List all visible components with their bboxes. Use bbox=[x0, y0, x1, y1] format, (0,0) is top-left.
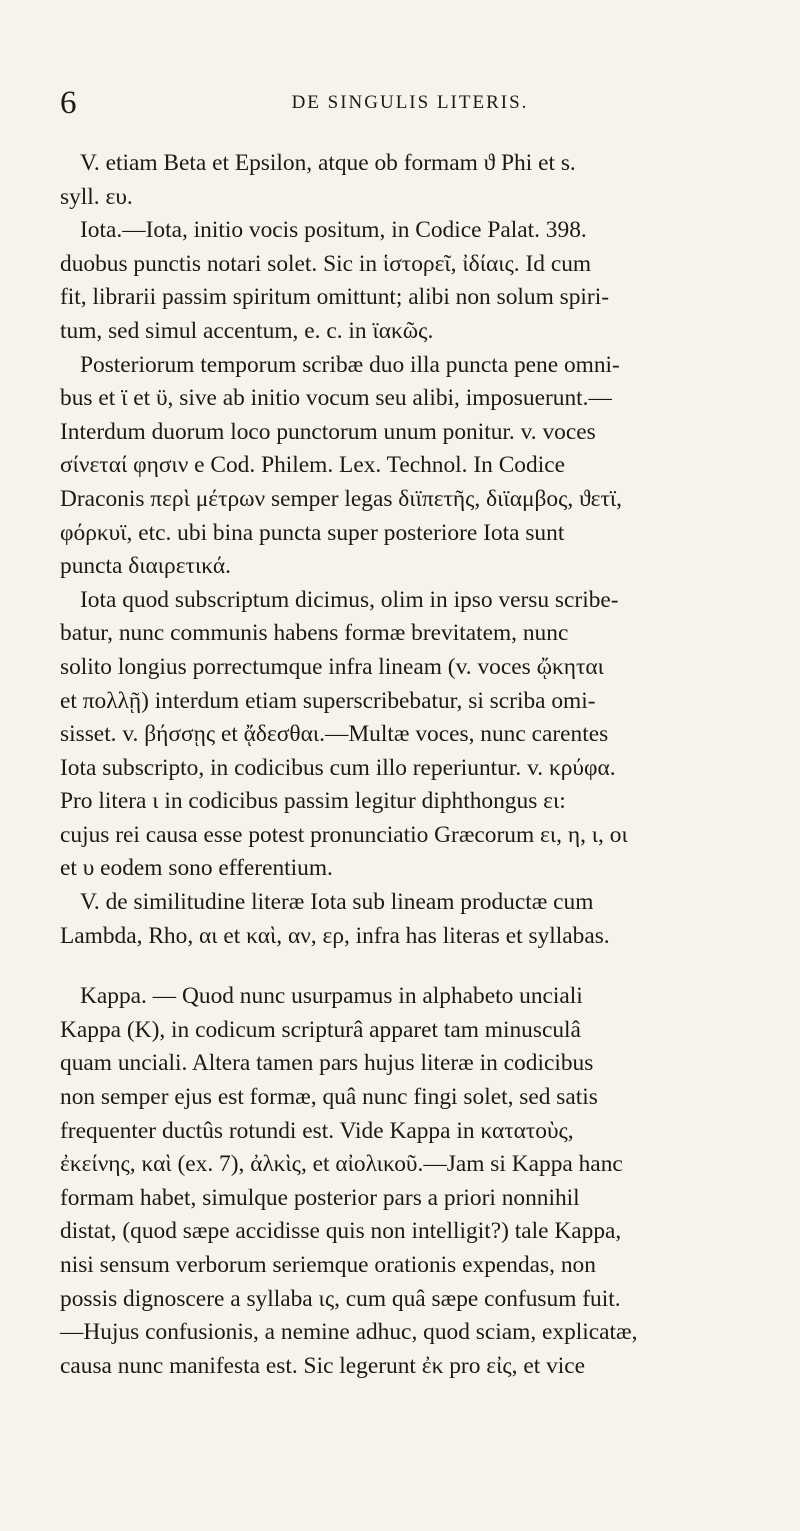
text-line: cujus rei causa esse potest pronunciatio Græcorum ει, η, ι, οι bbox=[60, 821, 628, 848]
text-line: et πολλῇ) interdum etiam superscribebatur, si scriba omi- bbox=[60, 687, 596, 714]
text-line: φόρκυϊ, etc. ubi bina puncta super posteriore Iota sunt bbox=[60, 519, 565, 546]
text-line: Kappa (K), in codicum scripturâ apparet tam minusculâ bbox=[60, 1016, 581, 1043]
body-text bbox=[60, 147, 772, 1383]
text-line: ἐκείνης, καὶ (ex. 7), ἀλκὶς, et αἰολικοῦ.—Jam si Kappa hanc bbox=[60, 1151, 623, 1178]
text-line: distat, (quod sæpe accidisse quis non intelligit?) tale Kappa, bbox=[60, 1218, 622, 1245]
text-line: causa nunc manifesta est. Sic legerunt ἐκ pro εἰς, et vice bbox=[60, 1352, 586, 1379]
text-line: fit, librarii passim spiritum omittunt; alibi non solum spiri- bbox=[60, 284, 610, 311]
text-line: batur, nunc communis habens formæ brevitatem, nunc bbox=[60, 620, 569, 647]
text-line: Iota quod subscriptum dicimus, olim in ipso versu scribe- bbox=[80, 586, 619, 613]
text-line: quam unciali. Altera tamen pars hujus literæ in codicibus bbox=[60, 1050, 594, 1077]
text-line: Draconis περὶ μέτρων semper legas διϊπετῆς, διϊαμβος, ϑετϊ, bbox=[60, 485, 623, 512]
text-line: sisset. v. βήσσῃς et ᾄδεσθαι.—Multæ voces, nunc carentes bbox=[60, 721, 609, 748]
paragraph bbox=[60, 147, 772, 214]
text-line: frequenter ductûs rotundi est. Vide Kappa in κατατοὺς, bbox=[60, 1117, 574, 1144]
text-line: solito longius porrectumque infra lineam (v. voces ᾤκηται bbox=[60, 653, 604, 680]
text-line: puncta διαιρετικά. bbox=[60, 553, 231, 580]
text-line: bus et ϊ et ϋ, sive ab initio vocum seu alibi, imposuerunt.— bbox=[60, 385, 612, 412]
text-line: non semper ejus est formæ, quâ nunc fingi solet, sed satis bbox=[60, 1084, 598, 1111]
text-line: tum, sed simul accentum, e. c. in ϊακῶς. bbox=[60, 317, 434, 344]
text-line: V. de similitudine literæ Iota sub lineam productæ cum bbox=[80, 889, 594, 916]
paragraph-gap bbox=[60, 953, 772, 980]
paragraph bbox=[60, 886, 772, 953]
text-line: nisi sensum verborum seriemque orationis expendas, non bbox=[60, 1252, 596, 1278]
paragraph bbox=[60, 214, 772, 348]
text-line: syll. ευ. bbox=[60, 183, 133, 210]
text-line: Pro litera ι in codicibus passim legitur diphthongus ει: bbox=[60, 788, 566, 815]
page-header bbox=[60, 86, 760, 120]
text-line: Kappa. — Quod nunc usurpamus in alphabeto unciali bbox=[80, 983, 583, 1010]
text-line: Posteriorum temporum scribæ duo illa puncta pene omni- bbox=[80, 351, 620, 378]
running-title: DE SINGULIS LITERIS. bbox=[291, 92, 529, 113]
paragraph bbox=[60, 584, 772, 886]
text-line: Iota subscripto, in codicibus cum illo reperiuntur. v. κρύφα. bbox=[60, 754, 616, 781]
paragraph bbox=[60, 980, 772, 1383]
text-line: formam habet, simulque posterior pars a priori nonnihil bbox=[60, 1184, 580, 1211]
text-line: Interdum duorum loco punctorum unum ponitur. v. voces bbox=[60, 418, 596, 445]
text-line: Iota.—Iota, initio vocis positum, in Codice Palat. 398. bbox=[80, 217, 587, 244]
text-line: duobus punctis notari solet. Sic in ἱστορεῖ, ἰδίαις. Id cum bbox=[60, 250, 592, 277]
page-number: 6 bbox=[60, 85, 77, 121]
paragraph bbox=[60, 349, 772, 584]
text-line: et υ eodem sono efferentium. bbox=[60, 855, 333, 882]
text-line: —Hujus confusionis, a nemine adhuc, quod sciam, explicatæ, bbox=[60, 1319, 638, 1346]
text-line: Lambda, Rho, αι et καὶ, αν, ερ, infra has literas et syllabas. bbox=[60, 922, 610, 949]
text-line: σίνεταί φησιν e Cod. Philem. Lex. Technol. In Codice bbox=[60, 452, 565, 479]
text-line: possis dignoscere a syllaba ις, cum quâ sæpe confusum fuit. bbox=[60, 1285, 621, 1312]
text-line: V. etiam Beta et Epsilon, atque ob formam ϑ Phi et s. bbox=[80, 150, 576, 176]
